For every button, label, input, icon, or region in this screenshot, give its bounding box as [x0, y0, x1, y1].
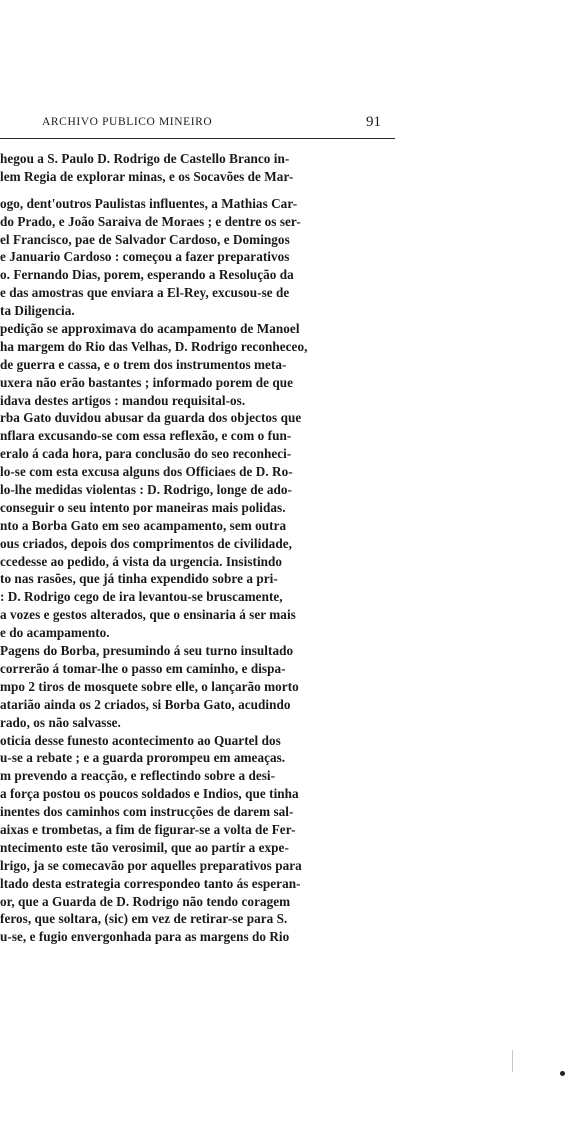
text-line: Pagens do Borba, presumindo á seu turno insultado: [0, 643, 294, 659]
text-line: do Prado, e João Saraiva de Moraes ; e dentre os ser-: [0, 213, 301, 229]
page-number: 91: [366, 114, 381, 130]
text-line: idava destes artigos : mandou requisital-os.: [0, 392, 246, 408]
header-rule: [0, 138, 395, 139]
text-line: rado, os não salvasse.: [0, 714, 121, 730]
text-line: a força postou os poucos soldados e Indios, que tinha: [0, 786, 299, 802]
text-line: el Francisco, pae de Salvador Cardoso, e Domingos: [0, 231, 290, 247]
text-line: o. Fernando Dias, porem, esperando a Resolução da: [0, 267, 294, 283]
text-line: e das amostras que enviara a El-Rey, excusou-se de: [0, 285, 290, 301]
text-line: atarião ainda os 2 criados, si Borba Gato, acudindo: [0, 696, 291, 712]
text-line: or, que a Guarda de D. Rodrigo não tendo coragem: [0, 893, 291, 909]
text-line: lrigo, ja se comecavão por aquelles preparativos para: [0, 857, 302, 873]
text-line: eralo á cada hora, para conclusão do seo reconheci-: [0, 446, 292, 462]
text-line: lem Regia de explorar minas, e os Socavões de Mar-: [0, 168, 294, 184]
body-text: [0, 150, 392, 946]
running-title: ARCHIVO PUBLICO MINEIRO: [42, 116, 213, 128]
text-line: ltado desta estrategia correspondeo tanto ás esperan-: [0, 875, 301, 891]
text-line: lo-se com esta excusa alguns dos Officiaes de D. Ro-: [0, 464, 293, 480]
text-line: hegou a S. Paulo D. Rodrigo de Castello Branco in-: [0, 151, 290, 166]
text-line: oticia desse funesto acontecimento ao Quartel dos: [0, 732, 281, 748]
text-line: to nas rasões, que já tinha expendido sobre a pri-: [0, 571, 278, 587]
text-line: aixas e trombetas, a fim de figurar-se a volta de Fer-: [0, 821, 296, 837]
text-line: uxera não erão bastantes ; informado porem de que: [0, 374, 294, 390]
scan-dust-dot: [560, 1071, 565, 1076]
text-line: inentes dos caminhos com instrucções de darem sal-: [0, 804, 294, 820]
text-line: ous criados, depois dos comprimentos de civilidade,: [0, 535, 292, 551]
text-line: nto a Borba Gato em seo acampamento, sem outra: [0, 517, 287, 533]
text-line: e Januario Cardoso : começou a fazer preparativos: [0, 249, 290, 265]
text-line: lo-lhe medidas violentas : D. Rodrigo, longe de ado-: [0, 482, 292, 498]
text-line: nflara excusando-se com essa reflexão, e com o fun-: [0, 428, 292, 444]
text-line: feros, que soltara, (sic) em vez de retirar-se para S.: [0, 911, 288, 927]
text-line: ogo, dent'outros Paulistas influentes, a Mathias Car-: [0, 195, 298, 211]
text-line: u-se a rebate ; e a guarda prorompeu em ameaças.: [0, 750, 286, 766]
scan-edge-mark: [512, 1050, 517, 1072]
text-line: m prevendo a reacção, e reflectindo sobre a desi-: [0, 768, 276, 784]
text-line: pedição se approximava do acampamento de Manoel: [0, 321, 300, 337]
text-line: ccedesse ao pedido, á vista da urgencia. Insistindo: [0, 553, 283, 569]
paragraph-gap: [0, 186, 392, 195]
text-line: ntecimento este tão verosimil, que ao partir a expe-: [0, 839, 289, 855]
text-line: u-se, e fugio envergonhada para as margens do Rio: [0, 929, 290, 945]
text-line: rba Gato duvidou abusar da guarda dos objectos que: [0, 410, 302, 426]
text-line: conseguir o seu intento por maneiras mais polidas.: [0, 499, 286, 515]
running-head: [0, 116, 400, 136]
text-line: de guerra e cassa, e o trem dos instrumentos meta-: [0, 356, 287, 372]
text-line: ta Diligencia.: [0, 303, 75, 319]
text-line: correrão á tomar-lhe o passo em caminho, e dispa-: [0, 660, 286, 676]
text-line: : D. Rodrigo cego de ira levantou-se bruscamente,: [0, 589, 283, 605]
text-line: ha margem do Rio das Velhas, D. Rodrigo reconheceo,: [0, 338, 308, 354]
text-line: e do acampamento.: [0, 625, 110, 641]
text-line: mpo 2 tiros de mosquete sobre elle, o lançarão morto: [0, 678, 299, 694]
text-line: a vozes e gestos alterados, que o ensinaria á ser mais: [0, 607, 296, 623]
